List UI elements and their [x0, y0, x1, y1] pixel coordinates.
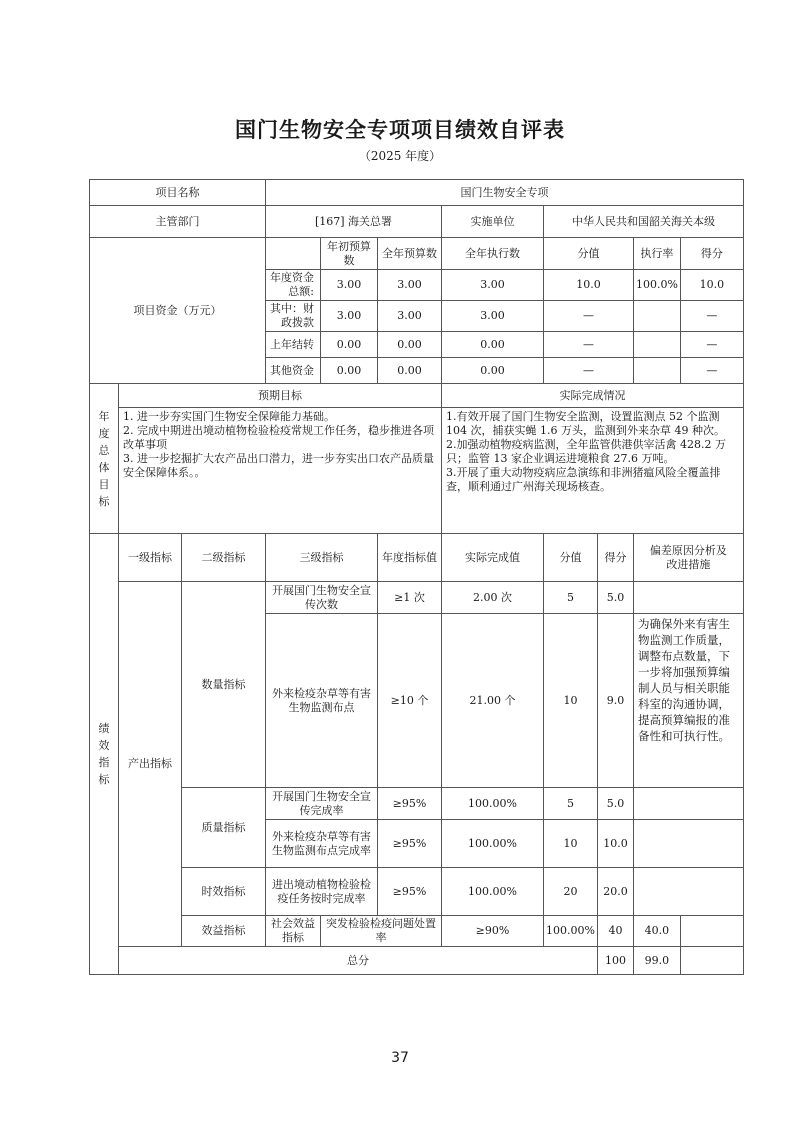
- perf-row-target: ≥95%: [378, 820, 442, 868]
- funds-row-rate: [633, 332, 680, 358]
- funds-row-weight: 10.0: [544, 270, 634, 301]
- perf-row-note: [633, 788, 743, 820]
- perf-header-score: 得分: [597, 534, 633, 582]
- evaluation-table: [89, 179, 744, 975]
- funds-row-label: 上年结转: [266, 332, 321, 358]
- department-row: [90, 206, 744, 238]
- perf-row: [90, 916, 744, 947]
- perf-header-l2: 二级指标: [182, 534, 266, 582]
- perf-row-score: 20.0: [597, 868, 633, 916]
- perf-row-l3: 开展国门生物安全宣传完成率: [266, 788, 378, 820]
- perf-row-score: 40.0: [633, 916, 680, 947]
- perf-header-target: 年度指标值: [378, 534, 442, 582]
- perf-row-actual: 100.00%: [442, 868, 544, 916]
- perf-row-target: ≥95%: [378, 868, 442, 916]
- project-name-value: 国门生物安全专项: [266, 180, 744, 206]
- funds-header-blank: [266, 238, 321, 270]
- funds-row-full: 0.00: [378, 332, 442, 358]
- perf-row-actual: 100.00%: [442, 820, 544, 868]
- funds-row-score: —: [680, 358, 743, 384]
- funds-header-rate: 执行率: [633, 238, 680, 270]
- dept-label: 主管部门: [90, 206, 266, 238]
- perf-header-row: [90, 534, 744, 582]
- total-note: [680, 947, 743, 975]
- funds-header-row: [90, 238, 744, 270]
- perf-row-target: ≥10 个: [378, 614, 442, 788]
- perf-row-note: [680, 916, 743, 947]
- funds-row-exec: 3.00: [442, 270, 544, 301]
- perf-l1-output: 产出指标: [119, 582, 182, 947]
- perf-header-l1: 一级指标: [119, 534, 182, 582]
- perf-row-l3: 突发检验检疫问题处置率: [321, 916, 442, 947]
- funds-header-full: 全年预算数: [378, 238, 442, 270]
- total-row: [90, 947, 744, 975]
- funds-row-rate: [633, 358, 680, 384]
- perf-row-score: 5.0: [597, 788, 633, 820]
- perf-row-score: 9.0: [597, 614, 633, 788]
- funds-row-exec: 0.00: [442, 332, 544, 358]
- perf-row-weight: 5: [544, 788, 598, 820]
- perf-header-weight: 分值: [544, 534, 598, 582]
- funds-row-rate: [633, 301, 680, 332]
- perf-l2-quality: 质量指标: [182, 788, 266, 868]
- total-score: 99.0: [633, 947, 680, 975]
- funds-row-full: 3.00: [378, 270, 442, 301]
- perf-row-actual: 100.00%: [544, 916, 598, 947]
- perf-row-actual: 2.00 次: [442, 582, 544, 614]
- perf-header-actual: 实际完成值: [442, 534, 544, 582]
- funds-row-weight: —: [544, 358, 634, 384]
- perf-row-note: [633, 582, 743, 614]
- perf-row-l3: 外来检疫杂草等有害生物监测布点: [266, 614, 378, 788]
- funds-row-init: 0.00: [321, 358, 378, 384]
- funds-row-init: 3.00: [321, 270, 378, 301]
- perf-header-l3: 三级指标: [266, 534, 378, 582]
- perf-row-weight: 40: [597, 916, 633, 947]
- goals-content-row: [90, 408, 744, 534]
- funds-row-label: 年度资金总额:: [266, 270, 321, 301]
- perf-row-l3: 开展国门生物安全宣传次数: [266, 582, 378, 614]
- funds-row-full: 0.00: [378, 358, 442, 384]
- project-name-row: [90, 180, 744, 206]
- perf-row-target: ≥1 次: [378, 582, 442, 614]
- perf-row-l3: 外来检疫杂草等有害生物监测布点完成率: [266, 820, 378, 868]
- goals-label-text: 年度总体目标: [98, 409, 110, 508]
- perf-row-weight: 20: [544, 868, 598, 916]
- perf-row-actual: 100.00%: [442, 788, 544, 820]
- funds-label: 项目资金（万元）: [90, 238, 266, 384]
- perf-label-text: 绩效指标: [98, 722, 110, 786]
- perf-l2-quantity: 数量指标: [182, 582, 266, 788]
- perf-row-actual: 21.00 个: [442, 614, 544, 788]
- goals-actual-text: 1.有效开展了国门生物安全监测，设置监测点 52 个监测 104 次，捕获实蝇 1.6 万头，监测到外来杂草 49 种次。 2.加强动植物疫病监测，全年监管供港供宰活禽 428.2 万只；监管 13 家企业调运进境粮食 27.6 万吨。 3.开展了重大动物疫病应急演练和非洲猪瘟风险全覆盖排查，顺利通过广州海关现场核查。: [442, 408, 744, 534]
- funds-row-score: —: [680, 301, 743, 332]
- perf-row-note: [633, 820, 743, 868]
- perf-row-weight: 10: [544, 820, 598, 868]
- page-title: 国门生物安全专项项目绩效自评表: [235, 118, 565, 142]
- funds-row-init: 0.00: [321, 332, 378, 358]
- goals-actual-header: 实际完成情况: [442, 384, 744, 408]
- total-weight: 100: [597, 947, 633, 975]
- goals-header-row: [90, 384, 744, 408]
- perf-row: [90, 788, 744, 820]
- perf-row-weight: 5: [544, 582, 598, 614]
- goals-expected-header: 预期目标: [119, 384, 442, 408]
- goals-label: [90, 384, 119, 534]
- perf-row-note: 为确保外来有害生物监测工作质量，调整布点数量，下一步将加强预算编制人员与相关职能科室的沟通协调，提高预算编报的准备性和可执行性。: [633, 614, 743, 788]
- project-name-label: 项目名称: [90, 180, 266, 206]
- perf-l2-social: 社会效益指标: [266, 916, 321, 947]
- funds-row-weight: —: [544, 332, 634, 358]
- funds-header-exec: 全年执行数: [442, 238, 544, 270]
- perf-row-l3: 进出境动植物检验检疫任务按时完成率: [266, 868, 378, 916]
- page-number: 37: [391, 1050, 409, 1066]
- total-label: 总分: [119, 947, 598, 975]
- funds-header-score: 得分: [680, 238, 743, 270]
- perf-row-target: ≥95%: [378, 788, 442, 820]
- dept-value: [167] 海关总署: [266, 206, 442, 238]
- perf-row: [90, 582, 744, 614]
- funds-header-init: 年初预算数: [321, 238, 378, 270]
- perf-l1-benefit: 效益指标: [182, 916, 266, 947]
- perf-label: [90, 534, 119, 975]
- funds-row-exec: 3.00: [442, 301, 544, 332]
- funds-row-label: 其他资金: [266, 358, 321, 384]
- funds-row-init: 3.00: [321, 301, 378, 332]
- funds-row-weight: —: [544, 301, 634, 332]
- perf-row-score: 5.0: [597, 582, 633, 614]
- perf-header-note: 偏差原因分析及 改进措施: [633, 534, 743, 582]
- perf-l2-time: 时效指标: [182, 868, 266, 916]
- perf-row: [90, 868, 744, 916]
- perf-row-target: ≥90%: [442, 916, 544, 947]
- perf-row-score: 10.0: [597, 820, 633, 868]
- page-subtitle: （2025 年度）: [358, 149, 442, 163]
- impl-label: 实施单位: [442, 206, 544, 238]
- funds-row-score: 10.0: [680, 270, 743, 301]
- funds-row-exec: 0.00: [442, 358, 544, 384]
- goals-expected-text: 1. 进一步夯实国门生物安全保障能力基础。 2. 完成中期进出境动植物检验检疫常规工作任务，稳步推进各项改革事项 3. 进一步挖掘扩大农产品出口潜力，进一步夯实出口农产品质量安全保障体系。。: [119, 408, 442, 534]
- funds-row-rate: 100.0%: [633, 270, 680, 301]
- funds-row-label: 其中：财政拨款: [266, 301, 321, 332]
- funds-header-weight: 分值: [544, 238, 634, 270]
- funds-row-full: 3.00: [378, 301, 442, 332]
- funds-row-score: —: [680, 332, 743, 358]
- perf-row-weight: 10: [544, 614, 598, 788]
- perf-row-note: [633, 868, 743, 916]
- impl-value: 中华人民共和国韶关海关本级: [544, 206, 744, 238]
